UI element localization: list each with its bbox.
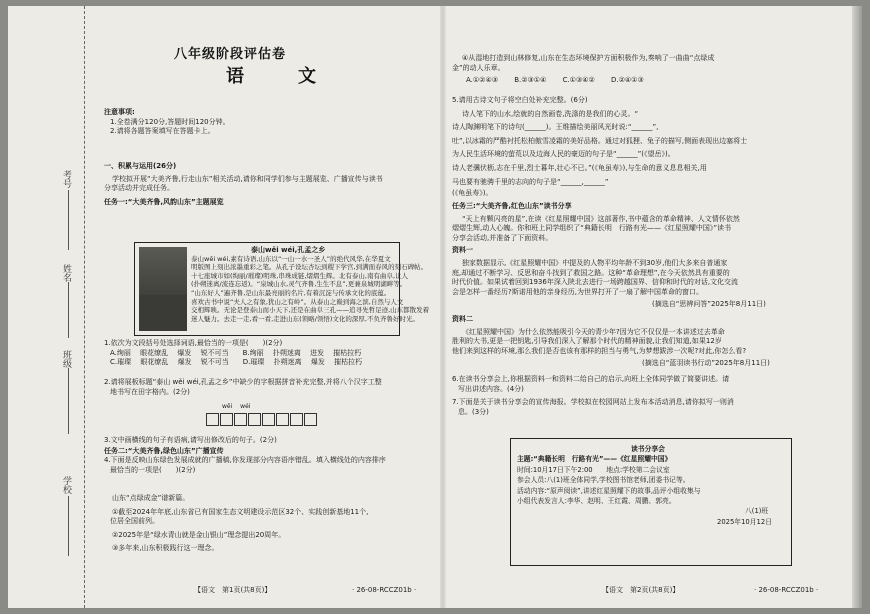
margin-label-xingming: 姓名	[61, 264, 71, 282]
poster-speakers: 小组代表发言人:李华、赵明、王红霞、周鹏、郭亮。	[517, 497, 676, 506]
task-three-line: 分享会活动,并准备了下面资料。	[452, 233, 553, 242]
board-line: 交相辉映。无论是登泰山而小天下,还是在曲阜三孔——追寻先哲足迹,山东都散发着	[191, 306, 430, 315]
notice-line: 2.请将各题答案填写在答题卡上。	[110, 127, 215, 136]
board-line: 喜欢古书中说“夫人之有象,犹山之有岭”。从泰山之巅到海之滨,自然与人文	[191, 297, 404, 306]
option-line	[104, 349, 362, 359]
poster-place: 地点:学校第二会议室	[606, 465, 670, 474]
option-b[interactable]: B.绚丽 扑朔迷离 进发 摧枯拉朽	[242, 348, 362, 357]
poem-line: 诗人笔下的山水,绘就的自然画卷,洗涤的是我们的心灵。“	[462, 109, 639, 118]
question-text: 7.下面是关于读书分享会的宣传海报。学校拟在校园网站上发布本活动消息,请你拟写一则消	[452, 398, 734, 407]
question-text: 地书写在田字格内。(2分)	[110, 387, 190, 396]
reading-poster	[510, 438, 792, 566]
task-three-heading: 任务三:“大美齐鲁,红色山东”读书分享	[452, 202, 572, 210]
reference-line: 胜利的大书,更是一把钥匙,引导我们深入了解那个时代的精神面貌,让我们知道,如果12岁	[452, 337, 722, 346]
question-text: 1.依次为文段括号处选择词语,最恰当的一项是( )(2分)	[104, 339, 283, 347]
tianzige-grid[interactable]	[206, 413, 318, 426]
section-one	[104, 162, 383, 207]
task-two-heading: 任务二:“大美齐鲁,绿色山东”广播宣传	[104, 446, 224, 455]
reference-line: 独家数据显示,《红星照耀中国》中提及的人物平均年龄不到30岁,他们大多来自普通家	[462, 258, 728, 267]
binding-dashed-line	[84, 6, 85, 608]
poem-line: (《龟虽寿》)。	[452, 189, 493, 198]
board-title: 泰山wěi wéi,孔孟之乡	[251, 246, 326, 254]
exhibition-text	[191, 246, 429, 323]
question-text: 写出讲述内容。(4分)	[458, 384, 524, 393]
radio-script	[104, 494, 368, 554]
reference-source: (摘选自“思辨问答”2025年8月11日)	[652, 300, 766, 309]
poem-line: 吐”,以冰霜的严酷衬托松柏傲雪凌霜的美好品格。通过对狐狸、兔子的描写,侧面表现出边塞将士	[452, 136, 748, 145]
margin-line	[68, 190, 69, 250]
board-line: 泰山wěi wéi,素有诗语,山东以“一山一水一圣人”的绝代风华,在华夏文	[191, 254, 391, 263]
question-text: 2.请将展板标题“泰山 wěi wéi,孔孟之乡”中缺少的字根据拼音补充完整,并将八个汉字工整	[104, 378, 382, 386]
radio-line: 金”的动人乐章。	[452, 63, 505, 72]
radio-line: ④从湿地打造到山林修复,山东在生态环境保护方面积极作为,奏响了一曲曲“点绿成	[462, 54, 715, 62]
option-d[interactable]: D.璀璨 扑朔迷离 爆发 摧枯拉朽	[242, 358, 363, 367]
board-line: 明版图上刻出浓墨重彩之笔。从孔子设坛杏坛到稷下学宫,到满面春风的刻石碑帖。	[191, 263, 428, 272]
question-five	[452, 96, 747, 199]
reference-line: 《红星照耀中国》为什么依然能吸引今天的青少年?因为它不仅仅是一本讲述过去革命	[462, 327, 725, 336]
margin-label-banji: 班级	[61, 350, 71, 368]
radio-line: 位居全国前列。	[110, 517, 159, 526]
question-text: 5.请用古诗文句子将空白处补充完整。(6分)	[452, 96, 588, 104]
board-line: “山东好人”遍齐鲁,是山东最亮丽的名片,有着沉淀与传承文化的底蕴。	[191, 288, 391, 297]
exhibition-board	[134, 242, 430, 336]
option-line	[104, 358, 362, 368]
page-two	[452, 6, 852, 608]
option-a[interactable]: A.绚丽 眼花缭乱 爆发 锐不可当	[110, 348, 229, 357]
page-footer: 【语文 第1页(共8页)】	[194, 586, 272, 594]
poster-time-place	[517, 465, 772, 475]
question-one	[104, 339, 362, 368]
task-three-line: “天上有颗闪亮的星”,在读《红星照耀中国》这部著作,书中蕴含的革命精神、人文情怀依然	[462, 214, 740, 223]
radio-continued	[452, 54, 714, 86]
temple-photo	[139, 295, 187, 331]
page-one	[104, 6, 434, 608]
exam-subject: 语 文	[226, 66, 334, 87]
section-heading: 一、积累与运用(26分)	[104, 162, 177, 170]
poster-sign: 八(1)班	[745, 507, 769, 516]
board-line: (扑朔迷离/流连忘返)。“泉城山水,灵气齐鲁,生生不息”,更兼泉城明湖畔等。	[191, 280, 407, 289]
page-code: · 26-08-RCCZ01b ·	[352, 586, 417, 594]
page-edge-shadow	[852, 6, 862, 608]
q4-options[interactable]: A.①②④③ B.②③①④ C.①③④② D.②④①③	[466, 76, 644, 85]
question-text: 4.下面是反映山东绿色发展成就的广播稿,你发现部分内容语序错乱。填入横线处的内容排序	[104, 456, 386, 465]
page-fold	[440, 6, 446, 608]
question-text: 最恰当的一项是( )(2分)	[110, 465, 196, 474]
margin-line	[68, 496, 69, 556]
margin-line	[68, 282, 69, 338]
reference-two-heading: 资料二	[452, 314, 473, 323]
board-line: 十七座城市如(绚丽/璀璨)明珠,串珠成链,熠熠生辉。北有泰山,南有曲阜,让人	[191, 271, 409, 280]
board-line: 迷人魅力。去走一走,看一看,走进山东(领略/领悟)文化的深厚,不负齐鲁好时光。	[191, 314, 419, 323]
poem-line: 诗人老骥伏枥,志在千里,烈士暮年,壮心不已。”(《龟虽寿》),与生命的意义息息相关,用	[452, 163, 707, 172]
radio-line: ③多年来,山东积极践行这一理念。	[112, 544, 219, 553]
poster-time: 时间:10月17日下午2:00	[517, 465, 593, 474]
intro-line: 分享活动并完成任务。	[104, 184, 174, 193]
question-two	[104, 378, 382, 397]
page-code: · 26-08-RCCZ01b ·	[754, 586, 819, 594]
task-three-line: 熠熠生辉,动人心魄。你和班上同学组织了“典籍长明 行路有光——《红星照耀中国》”读书	[452, 224, 731, 233]
poem-line: 诗人陶渊明笔下的诗句(______)。王维描绘美丽风光时说:“______”,	[452, 123, 659, 132]
page-footer: 【语文 第2页(共8页)】	[602, 586, 680, 594]
notice-section	[104, 108, 230, 137]
radio-line: 山东“点绿成金”谱新篇。	[112, 494, 190, 502]
reference-line: 庭,却通过不断学习、反思和奋斗找到了救国之路。这种“革命理想”,在今天依然具有重要的	[452, 268, 730, 277]
binding-margin	[8, 6, 100, 608]
poster-content: 活动内容:“原声阅读”,讲述红星照耀下的故事,品评小组收集与	[517, 486, 701, 495]
poster-date: 2025年10月12日	[717, 517, 772, 526]
poster-people: 参会人员:八(1)班全体同学,学校图书馆老师,团委书记等。	[517, 476, 690, 485]
poem-line: 为人民生活环境的萤荒以及边海人民的豪迈的句子是“______”(《望岳》)。	[452, 150, 675, 159]
notice-heading: 注意事项:	[104, 108, 135, 116]
question-text: 息。(3分)	[458, 407, 489, 416]
radio-line: ②2025年是“绿水青山就是金山银山”理念提出20周年。	[112, 530, 286, 539]
reference-line: 时代价值。如果试着回到1936年深入陕北去进行一场跨越国界、信仰和时代的对话,文化交流	[452, 278, 739, 287]
reference-line: 会是怎样一番经历?斯诺用他的亲身经历,为世界打开了一扇了解中国革命的窗口。	[452, 287, 703, 296]
reference-one-heading: 资料一	[452, 246, 473, 255]
question-text: 3.文中画横线的句子有语病,请写出修改后的句子。(2分)	[104, 436, 277, 444]
task-one-heading: 任务一:“大美齐鲁,风韵山东”主题展览	[104, 197, 224, 206]
reference-source: (摘选自“蓝羽读书行动”2025年8月11日)	[642, 359, 770, 368]
intro-line: 学校拟开展“大美齐鲁,行走山东”相关活动,请你和同学们参与主题展览、广播宣传与读书	[112, 174, 383, 183]
question-three	[104, 436, 386, 475]
reference-line: 他们来到这样的环境,那么我们是否也该有那样的担当与勇气,为梦想跋涉一次呢?对此,你怎么看?	[452, 346, 747, 355]
margin-label-xuexiao: 学校	[61, 476, 71, 494]
radio-line: ①截至2024年年底,山东省已有国家生态文明建设示范区32个、实践创新基地11个,	[112, 507, 369, 516]
question-text: 6.在读书分享会上,你根据资料一和资料二给自己的启示,向班上全体同学做了简要讲述。请	[452, 374, 730, 383]
margin-label-kaohao: 考号	[61, 170, 71, 188]
poster-theme: 主题:“典籍长明 行路有光”——《红星照耀中国》	[517, 455, 672, 464]
option-c[interactable]: C.璀璨 眼花缭乱 爆发 锐不可当	[110, 358, 229, 367]
poem-line: 马也要有驰骋千里的志向的句子是“______,______”	[452, 177, 609, 186]
notice-line: 1.全卷满分120分,答题时间120分钟。	[110, 117, 230, 126]
poster-title: 读书分享会	[631, 445, 665, 453]
task-three	[452, 202, 770, 417]
exam-sheet	[8, 6, 862, 608]
pinyin-hint: wěi wéi	[222, 403, 251, 410]
exam-title: 八年级阶段评估卷	[174, 47, 287, 62]
margin-line	[68, 368, 69, 434]
